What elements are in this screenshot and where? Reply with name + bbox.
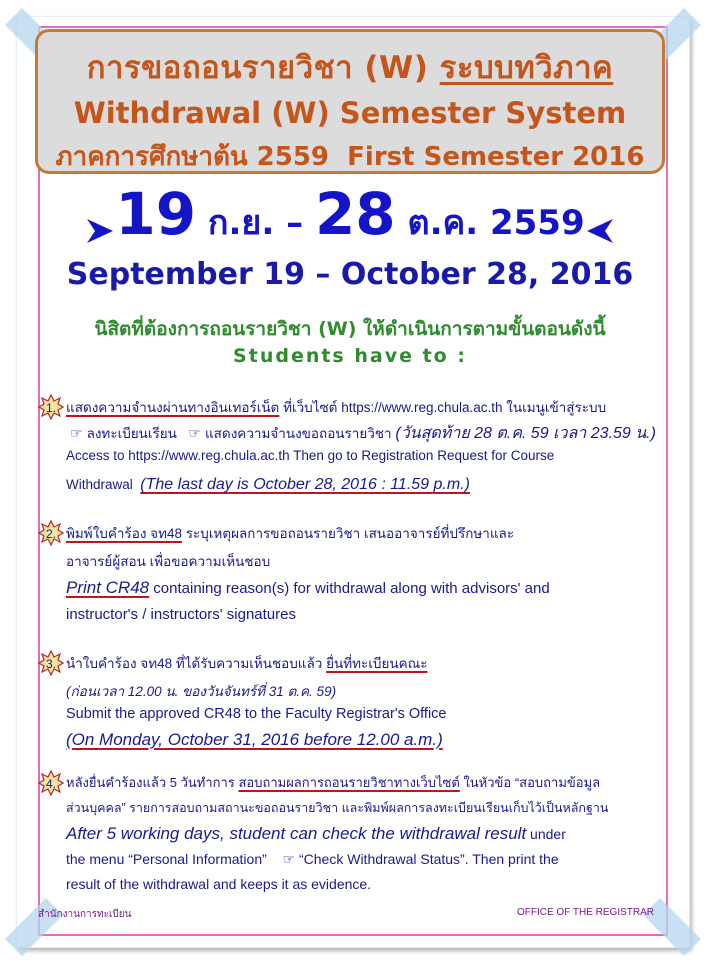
step-4-english-line-3: result of the withdrawal and keeps it as evidence. (66, 876, 372, 892)
title-thai (38, 42, 662, 92)
hand-pointer-icon: ☞ (70, 425, 83, 441)
step-1-english-line-2 (66, 476, 470, 494)
step-4-thai-line-2: ส่วนบุคคล” รายการสอบถามสถานะขอถอนรายวิชา และพิมพ์ผลการลงทะเบียนเรียนเก็บไว้เป็นหลักฐาน (66, 801, 609, 815)
end-day: 28 (314, 180, 396, 248)
step-4-action: สอบถามผลการถอนรายวิชาทางเว็บไซต์ (238, 775, 460, 790)
step-2-thai-line-1 (66, 522, 514, 544)
step-number: 1. (45, 401, 56, 415)
step-2-english-line-2: instructor's / instructors' signatures (66, 606, 296, 623)
step-4-thai-line-1 (66, 772, 600, 793)
step-3-thai-deadline: (ก่อนเวลา 12.00 น. ของวันจันทร์ที่ 31 ต.ค. 59) (66, 684, 337, 699)
date-range-english: September 19 – October 28, 2016 (66, 257, 634, 292)
step-4-english-line-2 (66, 851, 559, 868)
step-1-withdrawal-word: Withdrawal (66, 477, 133, 492)
step-2-action: พิมพ์ใบคำร้อง จท48 (66, 526, 182, 541)
step-4-thai-start: หลังยื่นคำร้องแล้ว 5 วันทำการ (66, 775, 239, 790)
step-4-thai-rest: ในหัวข้อ “สอบถามข้อมูล (459, 775, 601, 790)
step-1-thai-line-2 (66, 421, 656, 446)
hand-pointer-icon: ☞ (282, 851, 295, 867)
menu-check-withdrawal-status: “Check Withdrawal Status”. Then print the (299, 851, 559, 867)
step-1-website-text: ที่เว็บไซต์ https://www.reg.chula.ac.th ในเมนูเข้าสู่ระบบ (279, 400, 607, 415)
start-day: 19 (115, 180, 197, 248)
step-4-english-italic: After 5 working days, student can check the withdrawal result (66, 824, 527, 843)
print-cr48-text: Print CR48 (66, 578, 150, 597)
footer-office-english: OFFICE OF THE REGISTRAR (516, 907, 654, 918)
step-1-thai-line-1 (66, 396, 606, 418)
hand-pointer-icon: ☞ (188, 425, 201, 441)
step-1-action: แสดงความจำนงผ่านทางอินเทอร์เน็ต (66, 400, 280, 415)
step-number: 2. (45, 527, 56, 541)
step-3-english-line-1: Submit the approved CR48 to the Faculty Registrar's Office (66, 706, 447, 722)
title-thai-main: การขอถอนรายวิชา (W) (86, 50, 440, 86)
intro-english: Students have to : (233, 345, 467, 367)
arrow-right-icon (85, 215, 115, 245)
intro-thai: นิสิตที่ต้องการถอนรายวิชา (W) ให้ดำเนินการตามขั้นตอนดังนี้ (94, 318, 606, 340)
start-month: ก.ย. – (196, 203, 315, 243)
semester-line (38, 136, 662, 177)
step-2-english-rest: containing reason(s) for withdrawal along with advisors' and (149, 580, 550, 597)
menu-registration: ลงทะเบียนเรียน (86, 426, 177, 441)
step-2-english-line-1 (66, 578, 550, 598)
step-4-english-line-1 (66, 824, 566, 844)
title-box (35, 29, 665, 174)
step-1-thai-deadline: (วันสุดท้าย 28 ต.ค. 59 เวลา 23.59 น.) (395, 425, 656, 442)
step-3-thai-start: นำใบคำร้อง จท48 ที่ได้รับความเห็นชอบแล้ว (66, 656, 327, 671)
step-1-english-line-1: Access to https://www.reg.chula.ac.th Then go to Registration Request for Course (66, 448, 555, 463)
arrow-left-icon (585, 215, 615, 245)
step-2-thai-rest: ระบุเหตุผลการขอถอนรายวิชา เสนออาจารย์ที่ปรึกษาและ (182, 526, 515, 541)
step-number: 4. (45, 777, 56, 791)
title-thai-system: ระบบทวิภาค (439, 50, 614, 86)
title-english: Withdrawal (W) Semester System (73, 96, 627, 130)
semester-english: First Semester 2016 (347, 142, 645, 172)
date-range-thai (35, 180, 665, 249)
semester-thai: ภาคการศึกษาต้น 2559 (55, 142, 330, 172)
step-3-action: ยื่นที่ทะเบียนคณะ (326, 656, 428, 671)
step-3-thai-line-1 (66, 652, 427, 674)
end-month-year: ต.ค. 2559 (395, 203, 585, 243)
step-3-english-deadline: (On Monday, October 31, 2016 before 12.00 a.m.) (66, 730, 443, 749)
step-2-thai-line-2: อาจารย์ผู้สอน เพื่อขอความเห็นชอบ (66, 554, 271, 569)
footer-office-thai: สำนักงานการทะเบียน (38, 909, 132, 920)
step-4-english-under: under (526, 826, 566, 842)
menu-withdrawal-request: แสดงความจำนงขอถอนรายวิชา (204, 426, 392, 441)
menu-personal-information: the menu “Personal Information” (66, 851, 267, 867)
step-number: 3. (45, 657, 56, 671)
step-1-english-deadline: (The last day is October 28, 2016 : 11.59 p.m.) (140, 476, 470, 493)
